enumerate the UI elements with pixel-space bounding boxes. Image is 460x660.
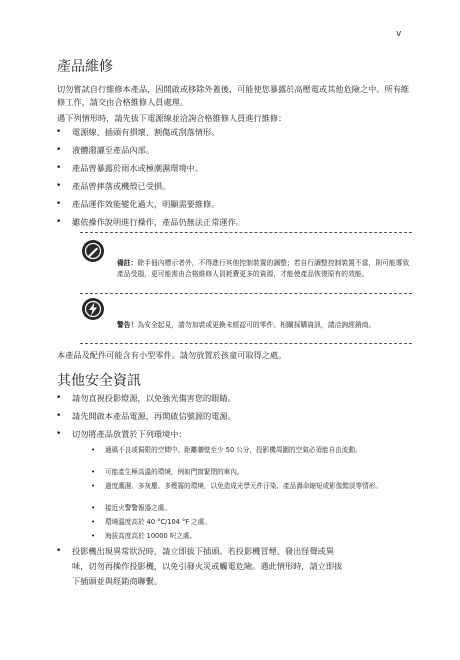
note-body: 除手冊內標示者外，不得進行其他控制裝置的調整；若自行調整控制裝置不當，則可能導致產品受損，更可能需由合格維修人員耗費更多的資源，才能使產品恢復原有的效能。 <box>117 259 410 278</box>
sub-list-item: • 可能產生極高溫的環境，例如門窗緊閉的車內。 <box>105 467 410 478</box>
sub-list-item: • 過度潮濕、多灰塵、多煙霧的環境，以免造成光學元件汙染、產品壽命縮短或影像黯淡等情形。 <box>105 481 405 492</box>
section-title-product-service: 產品維修 <box>57 59 113 75</box>
service-intro-paragraph: 切勿嘗試自行維修本產品，因開啟或移除外蓋後，可能使您暴露於高壓電或其他危險之中。所有維修工作，請交由合格維修人員處理。 <box>57 84 410 107</box>
list-item: • 請勿直視投影燈源，以免強光傷害您的眼睛。 <box>72 392 412 405</box>
warning-bottom-divider <box>80 343 412 344</box>
list-item: • 電源線、插頭有損壞、割傷或刮落情形。 <box>72 126 412 139</box>
list-item: • 產品曾暴露於雨水或極潮濕環境中。 <box>72 162 412 175</box>
warning-label: 警告！ <box>117 321 138 329</box>
sub-list-item: • 通風不良或侷限的空間中。距離牆壁至少 50 公分，投影機周圍的空氣必須能自由流動。 <box>105 445 405 456</box>
list-item: • 產品運作效能變化過大，明顯需要維修。 <box>72 198 412 211</box>
sub-list-item: • 環境溫度高於 40 °C/104 °F 之處。 <box>105 517 410 528</box>
list-item: • 請先開啟本產品電源，再開啟信號源的電源。 <box>72 410 412 423</box>
lightning-warning-icon <box>82 298 104 320</box>
list-item: • 切勿將產品放置於下列環境中： <box>72 428 412 441</box>
list-item: • 投影機出現異常狀況時，請立即拔下插頭。若投影機冒煙、發出怪聲或異味，切勿再操作投影機，以免引發火災或觸電危險。遇此情形時，請立即拔下插頭並與經銷商聯繫。 <box>72 544 347 589</box>
note-bottom-divider <box>80 293 412 294</box>
list-item: • 液體潑灑至產品內部。 <box>72 144 412 157</box>
list-item: • 產品曾摔落或機殼已受損。 <box>72 180 412 193</box>
service-list-intro: 遇下列情形時，請先拔下電源線並洽詢合格維修人員進行維修： <box>57 113 287 123</box>
note-text <box>117 258 413 280</box>
sub-list-item: • 海拔高度高於 10000 呎之處。 <box>105 531 410 542</box>
page-number: v <box>396 29 402 39</box>
warning-text <box>117 320 413 331</box>
warning-body: 為安全起見，請勿加裝或更換未經認可的零件。相關採購資訊，請洽詢經銷商。 <box>137 321 376 329</box>
list-item: • 雖依操作說明進行操作，產品仍無法正常運作。 <box>72 216 412 229</box>
small-parts-paragraph: 本產品及配件可能含有小型零件。請勿放置於孩童可取得之處。 <box>57 350 287 360</box>
section-title-other-safety: 其他安全資訊 <box>57 373 141 389</box>
sub-list-item: • 接近火警警報器之處。 <box>105 503 410 514</box>
note-label: 備註： <box>117 259 138 267</box>
note-top-divider <box>80 232 412 233</box>
pen-note-icon <box>82 240 104 262</box>
